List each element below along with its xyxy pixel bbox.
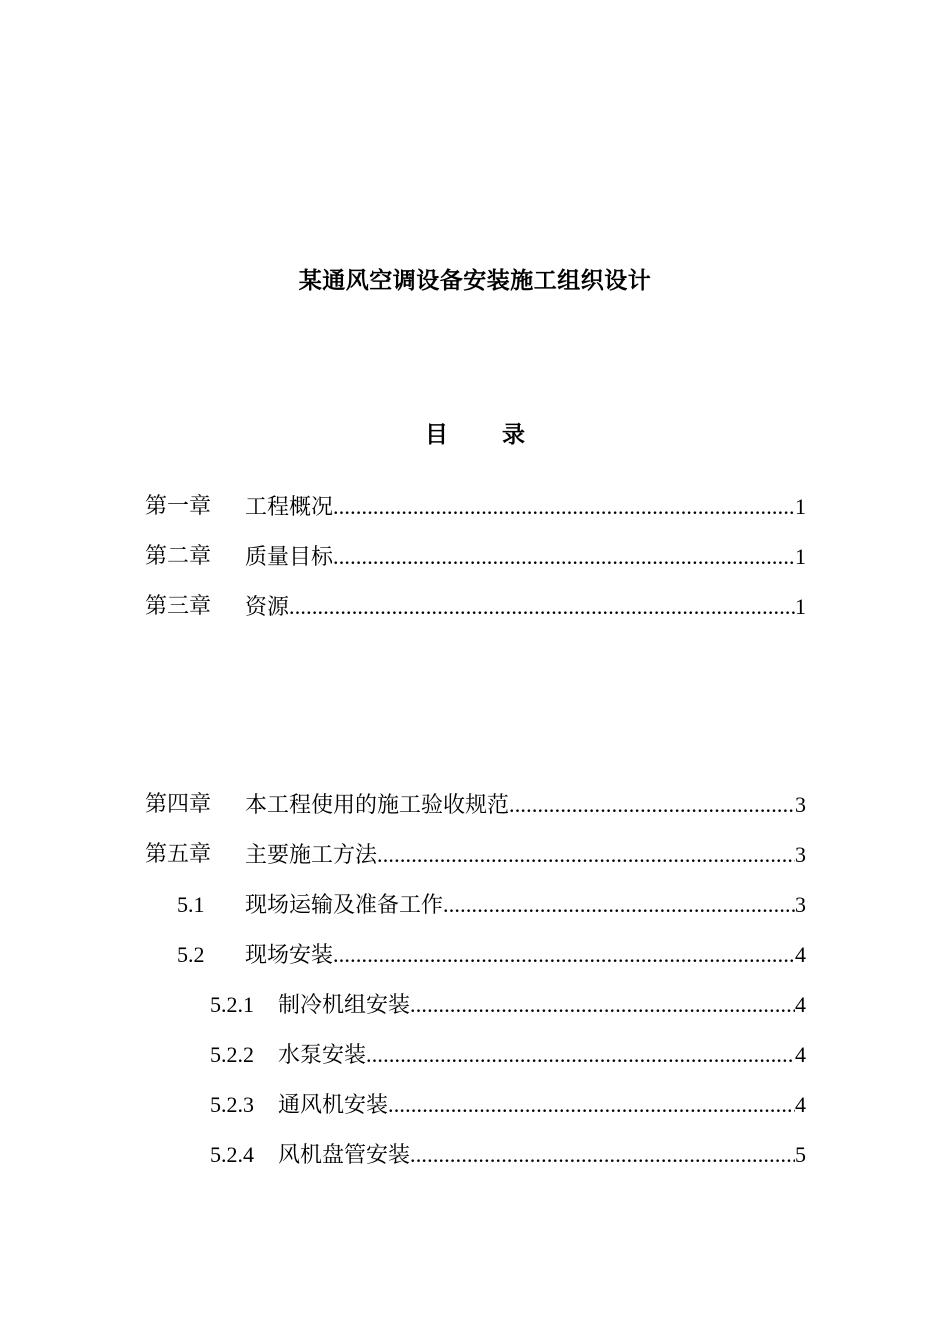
- toc-entry[interactable]: [0, 940, 950, 970]
- toc-entry-page: 1: [795, 544, 806, 569]
- toc-entry[interactable]: [0, 890, 950, 920]
- toc-leader-dots: [509, 790, 795, 820]
- toc-heading: [0, 416, 950, 449]
- toc-entry-page: 4: [795, 1092, 806, 1117]
- toc-leader-dots: [333, 940, 795, 970]
- toc-entry[interactable]: [0, 1040, 950, 1070]
- toc-leader-dots: [410, 1140, 795, 1170]
- toc-entry-page: 4: [795, 992, 806, 1017]
- toc-entry-number: 第五章: [145, 842, 212, 867]
- toc-entry-label: 通风机安装: [278, 1093, 389, 1118]
- toc-leader-dots: [388, 1090, 795, 1120]
- toc-leader-dots: [333, 492, 795, 522]
- toc-entry[interactable]: [0, 592, 950, 622]
- toc-leader-dots: [333, 542, 795, 572]
- toc-entry-number: 5.2.3: [210, 1092, 254, 1117]
- toc-entry-page: 3: [795, 892, 806, 917]
- toc-entry-number: 第二章: [145, 544, 212, 569]
- document-title: 某通风空调设备安装施工组织设计: [298, 267, 652, 294]
- toc-entry-label: 风机盘管安装: [278, 1143, 411, 1168]
- toc-entry-page: 5: [795, 1142, 806, 1167]
- toc-entry-number: 第三章: [145, 594, 212, 619]
- toc-entry-number: 第四章: [145, 792, 212, 817]
- toc-entry[interactable]: [0, 1140, 950, 1170]
- toc-entry-label: 质量目标: [245, 545, 334, 570]
- toc-leader-dots: [443, 890, 795, 920]
- toc-entry-label: 制冷机组安装: [278, 993, 411, 1018]
- toc-entry-number: 5.2.1: [210, 992, 254, 1017]
- toc-entry[interactable]: [0, 840, 950, 870]
- toc-leader-dots: [377, 840, 795, 870]
- toc-entry-page: 4: [795, 942, 806, 967]
- toc-entry-label: 现场安装: [245, 943, 334, 968]
- toc-entry-number: 第一章: [145, 494, 212, 519]
- toc-entry[interactable]: [0, 790, 950, 820]
- toc-entry-label: 本工程使用的施工验收规范: [245, 793, 510, 818]
- toc-entry-label: 水泵安装: [278, 1043, 367, 1068]
- toc-entry[interactable]: [0, 492, 950, 522]
- toc-heading-part2: 录: [502, 421, 525, 448]
- toc-entry-number: 5.1: [177, 892, 205, 917]
- toc-entry-page: 1: [795, 594, 806, 619]
- toc-entry-label: 主要施工方法: [245, 843, 378, 868]
- toc-entry[interactable]: [0, 1090, 950, 1120]
- toc-leader-dots: [410, 990, 795, 1020]
- toc-entry-number: 5.2.2: [210, 1042, 254, 1067]
- toc-entry-label: 工程概况: [245, 495, 334, 520]
- toc-entry-page: 1: [795, 494, 806, 519]
- toc-entry-number: 5.2.4: [210, 1142, 254, 1167]
- toc-entry[interactable]: [0, 542, 950, 572]
- toc-entry-label: 资源: [245, 595, 290, 620]
- toc-heading-part1: 目: [425, 421, 448, 448]
- toc-leader-dots: [366, 1040, 795, 1070]
- toc-entry-page: 3: [795, 842, 806, 867]
- toc-entry-label: 现场运输及准备工作: [245, 893, 444, 918]
- toc-entry[interactable]: [0, 990, 950, 1020]
- toc-leader-dots: [289, 592, 795, 622]
- toc-entry-number: 5.2: [177, 942, 205, 967]
- toc-entry-page: 4: [795, 1042, 806, 1067]
- toc-entry-page: 3: [795, 792, 806, 817]
